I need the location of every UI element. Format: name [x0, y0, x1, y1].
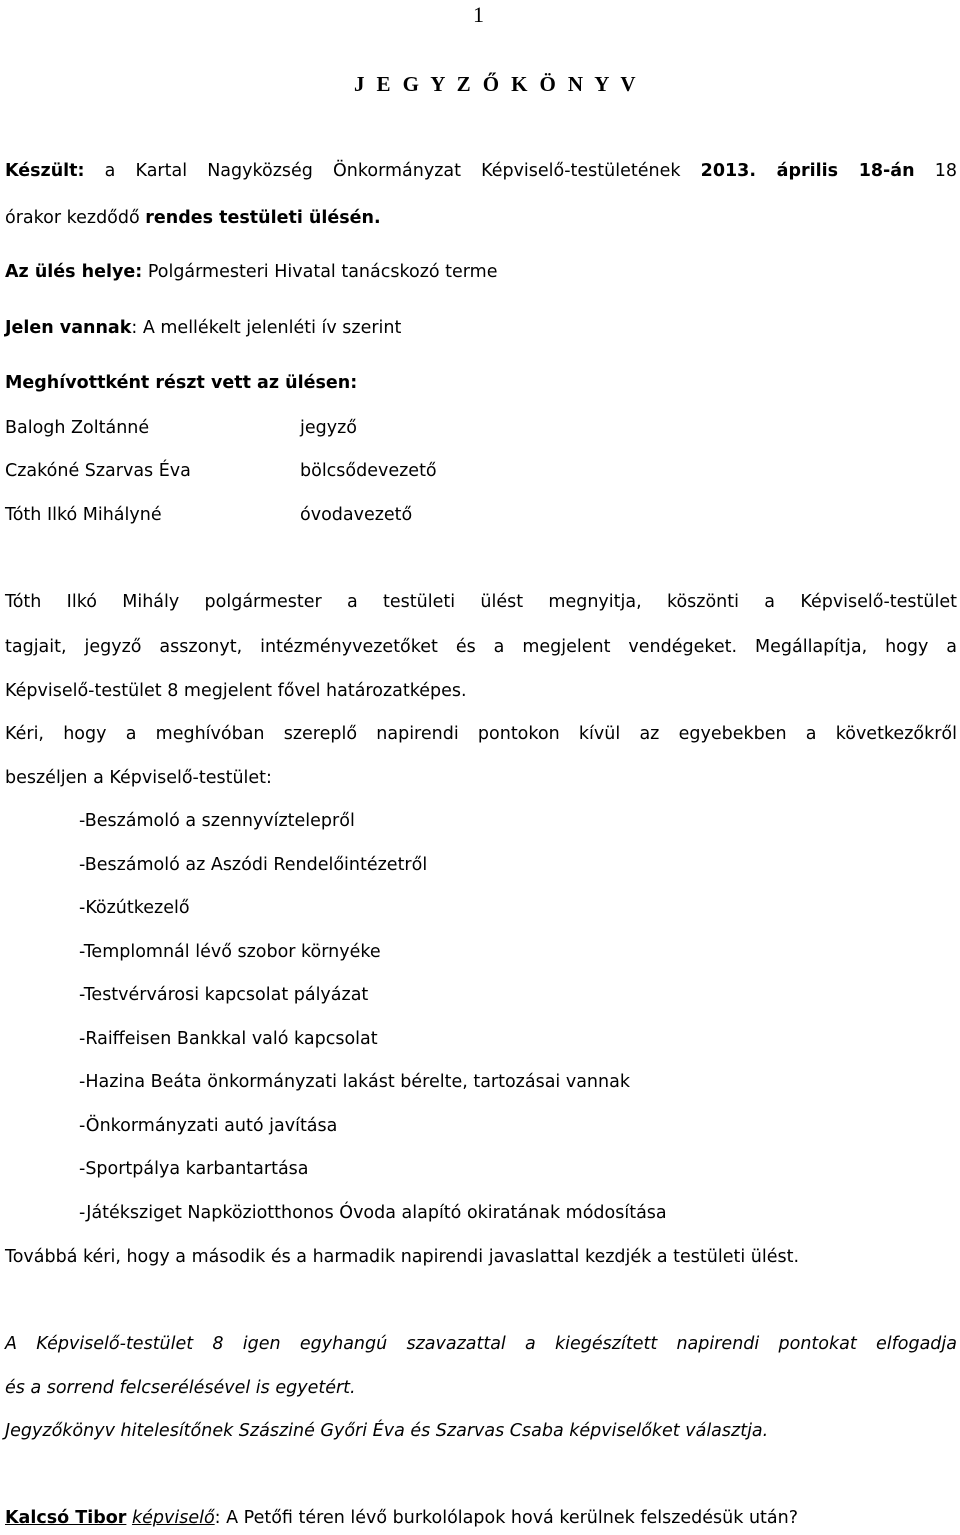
present-line: [5, 320, 401, 338]
request-line-1: Kéri, hogy a meghívóban szereplő napirendi pontokon kívül az egyebekben a következőkről: [5, 724, 957, 744]
order-request: Továbbá kéri, hogy a második és a harmadik napirendi javaslattal kezdjék a testületi ülést.: [5, 1247, 800, 1267]
intro-time: 18: [914, 161, 957, 181]
intro-label: Készült:: [5, 161, 85, 181]
invited-name: Tóth Ilkó Mihályné: [5, 505, 162, 525]
speaker-role: képviselő: [131, 1508, 215, 1528]
invited-name: Czakóné Szarvas Éva: [5, 461, 191, 481]
agenda-item: -Játéksziget Napköziotthonos Óvoda alapító okiratának módosítása: [79, 1203, 667, 1223]
present-label: Jelen vannak: [5, 318, 132, 338]
agenda-item: -Önkormányzati autó javítása: [79, 1116, 338, 1136]
intro-text: a Kartal Nagyközség Önkormányzat Képviselő-testületének: [84, 161, 701, 181]
intro-line-1: [5, 163, 957, 181]
meeting-type: rendes testületi ülésén.: [145, 208, 381, 228]
agenda-item: -Sportpálya karbantartása: [79, 1159, 309, 1179]
intro-line-2: [5, 210, 381, 228]
resolution-line-1: A Képviselő-testület 8 igen egyhangú szavazattal a kiegészített napirendi pontokat elfogadja: [5, 1334, 957, 1354]
intro-line2-text: órakor kezdődő: [5, 208, 146, 228]
agenda-item: -Raiffeisen Bankkal való kapcsolat: [79, 1029, 378, 1049]
agenda-item: -Beszámoló a szennyvíztelepről: [79, 811, 355, 831]
request-line-2: beszéljen a Képviselő-testület:: [5, 768, 272, 788]
opening-line-3: Képviselő-testület 8 megjelent fővel határozatképes.: [5, 681, 467, 701]
invited-role: jegyző: [300, 418, 357, 438]
invited-name: Balogh Zoltánné: [5, 418, 150, 438]
location-line: [5, 264, 497, 282]
agenda-item: -Beszámoló az Aszódi Rendelőintézetről: [79, 855, 428, 875]
agenda-item: -Közútkezelő: [79, 898, 190, 918]
agenda-item: -Testvérvárosi kapcsolat pályázat: [79, 985, 369, 1005]
invited-heading: Meghívottként részt vett az ülésen:: [5, 373, 358, 393]
meeting-date: 2013. április 18-án: [700, 161, 915, 181]
question-text: : A Petőfi téren lévő burkolólapok hová kerülnek felszedésük után?: [214, 1508, 799, 1528]
location-value: Polgármesteri Hivatal tanácskozó terme: [142, 262, 498, 282]
invited-role: bölcsődevezető: [300, 461, 437, 481]
present-value: : A mellékelt jelenléti ív szerint: [131, 318, 402, 338]
resolution-line-2: és a sorrend felcserélésével is egyetért.: [5, 1378, 356, 1398]
speaker-name: Kalcsó Tibor: [5, 1508, 127, 1528]
location-label: Az ülés helye:: [5, 262, 143, 282]
page-number: 1: [473, 2, 484, 27]
document-title: J E G Y Z Ő K Ö N Y V: [354, 72, 639, 96]
authenticators-line: Jegyzőkönyv hitelesítőnek Szásziné Győri Éva és Szarvas Csaba képviselőket választja.: [5, 1421, 769, 1441]
question-line: [5, 1510, 798, 1528]
opening-line-2: tagjait, jegyző asszonyt, intézményvezetőket és a megjelent vendégeket. Megállapítja, hogy a: [5, 637, 957, 657]
agenda-item: -Hazina Beáta önkormányzati lakást bérelte, tartozásai vannak: [79, 1072, 630, 1092]
opening-line-1: Tóth Ilkó Mihály polgármester a testületi ülést megnyitja, köszönti a Képviselő-testület: [5, 592, 957, 612]
invited-role: óvodavezető: [300, 505, 413, 525]
agenda-item: -Templomnál lévő szobor környéke: [79, 942, 381, 962]
